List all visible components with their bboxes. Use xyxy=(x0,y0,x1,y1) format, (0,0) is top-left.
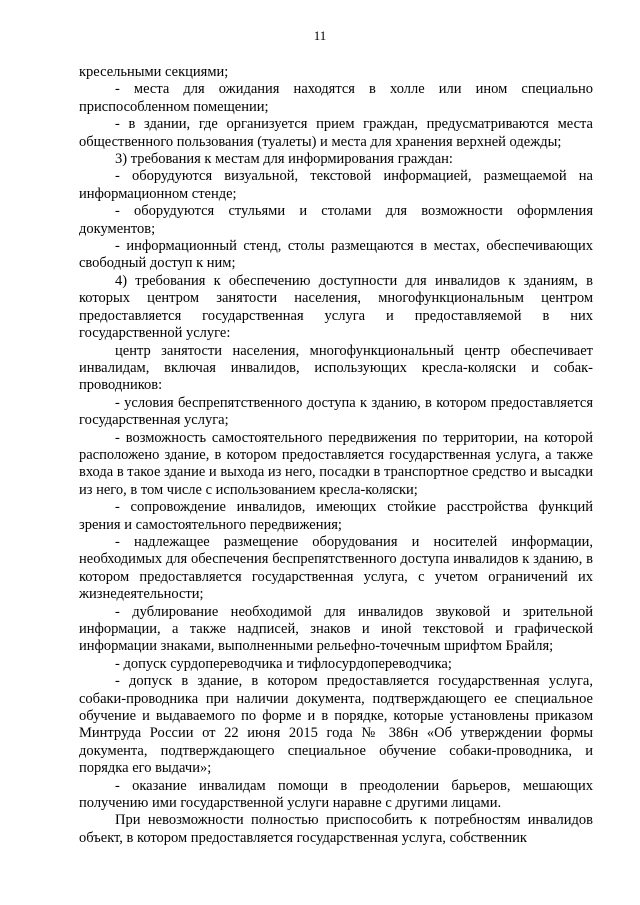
paragraph: - допуск сурдопереводчика и тифлосурдопереводчика; xyxy=(115,655,452,672)
paragraph: - оборудуются визуальной, текстовой информацией, размещаемой на информационном стенде; xyxy=(79,168,593,202)
paragraph: центр занятости населения, многофункциональный центр обеспечивает инвалидам, включая инвалидов, использующих кресла-коляски и собак-проводников: xyxy=(79,342,593,394)
page-number: 11 xyxy=(313,28,327,43)
paragraph: - информационный стенд, столы размещаются в местах, обеспечивающих свободный доступ к ним; xyxy=(79,238,593,272)
paragraph: 3) требования к местам для информирования граждан: xyxy=(115,151,453,168)
paragraph: кресельными секциями; xyxy=(79,64,229,80)
paragraph: - возможность самостоятельного передвижения по территории, на которой расположено здание, в котором предоставляется государственная услуга, а также входа в такое здание и выхода из него, посадки в транспортное средство и высадки из него, в том числе с использованием кресла-коляски; xyxy=(79,429,593,498)
paragraph: - оказание инвалидам помощи в преодолении барьеров, мешающих получению ими государственной услуги наравне с другими лицами. xyxy=(79,777,593,812)
paragraph: - в здании, где организуется прием граждан, предусматриваются места общественного пользования (туалеты) и места для хранения верхней одежды; xyxy=(79,116,593,150)
paragraph: - сопровождение инвалидов, имеющих стойкие расстройства функций зрения и самостоятельного передвижения; xyxy=(79,499,593,533)
paragraph: - условия беспрепятственного доступа к зданию, в котором предоставляется государственная услуга; xyxy=(79,394,593,429)
paragraph: 4) требования к обеспечению доступности для инвалидов к зданиям, в которых центром занятости населения, многофункциональным центром предоставляется государственная услуга и предоставляемой в них государственной услуге: xyxy=(79,272,593,342)
paragraph: - места для ожидания находятся в холле или ином специально приспособленном помещении; xyxy=(79,81,593,115)
paragraph: - оборудуются стульями и столами для возможности оформления документов; xyxy=(79,203,593,237)
paragraph: При невозможности полностью приспособить к потребностям инвалидов объект, в котором предоставляется государственная услуга, собственник xyxy=(79,812,593,846)
paragraph: - дублирование необходимой для инвалидов звуковой и зрительной информации, а также надписей, знаков и иной текстовой и графической информации знаками, выполненными рельефно-точечным шрифтом Брайля; xyxy=(79,603,593,655)
paragraph: - допуск в здание, в котором предоставляется государственная услуга, собаки-проводника при наличии документа, подтверждающего ее специальное обучение и выдаваемого по форме и в порядке, которые установлены приказом Минтруда России от 22 июня 2015 года № 386н «Об утверждении формы документа, подтверждающего специальное обучение собаки-проводника, и порядка его выдачи»; xyxy=(79,673,593,777)
document-body xyxy=(79,64,593,847)
paragraph: - надлежащее размещение оборудования и носителей информации, необходимых для обеспечения беспрепятственного доступа инвалидов к зданию, в котором предоставляется государственная услуга, с учетом ограничений их жизнедеятельности; xyxy=(79,533,593,603)
